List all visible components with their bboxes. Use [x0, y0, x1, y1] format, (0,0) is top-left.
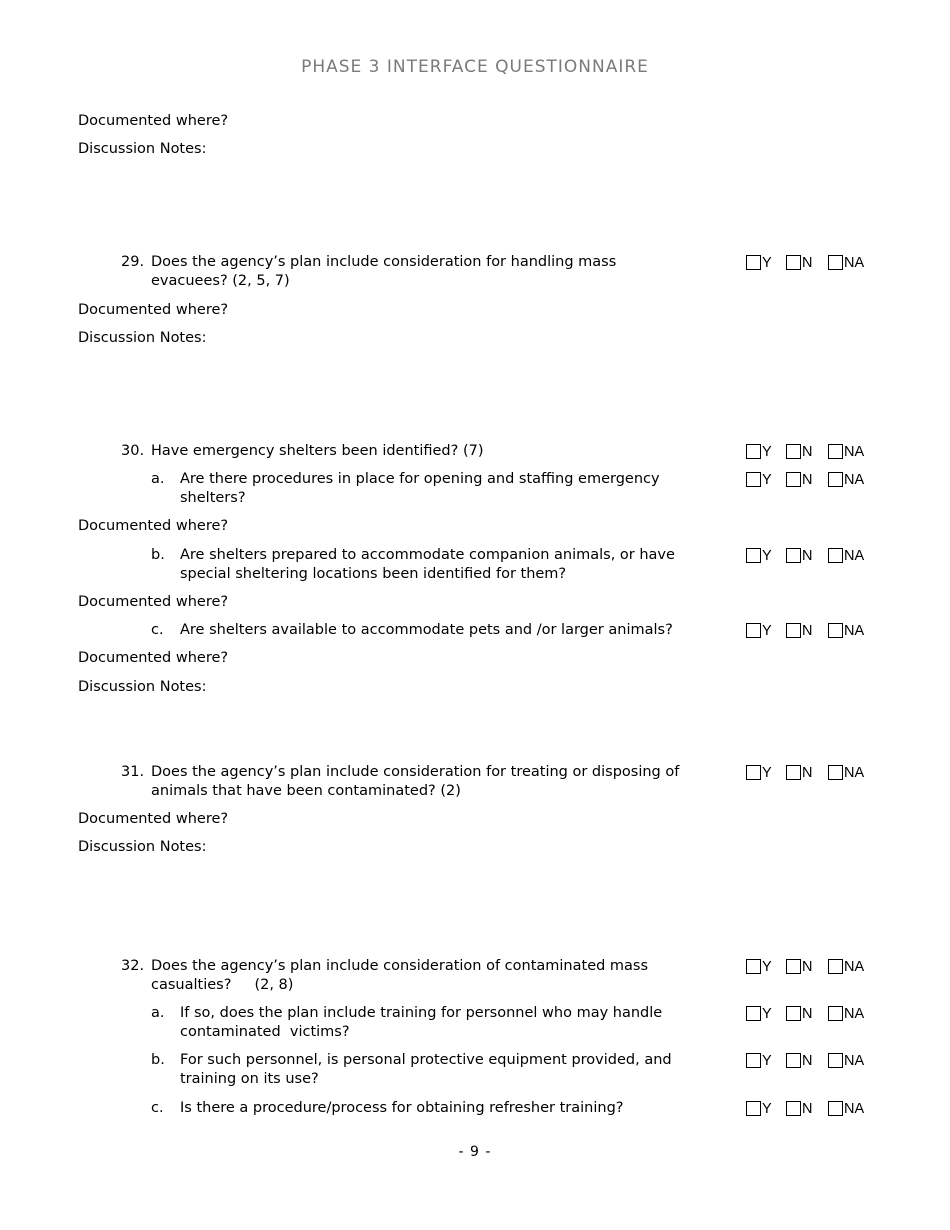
answer-na[interactable]: NA: [828, 546, 864, 565]
answer-no[interactable]: N: [786, 763, 812, 782]
answer-no[interactable]: N: [786, 1004, 812, 1023]
question-32b-text-line2: training on its use?: [180, 1071, 319, 1087]
answer-na[interactable]: NA: [828, 621, 864, 640]
question-32b-answer-group: [746, 1051, 876, 1070]
question-30a-answer-group: [746, 470, 876, 489]
question-30a-text-line1: Are there procedures in place for opening and staffing emergency: [180, 471, 660, 487]
discussion-notes-label: Discussion Notes:: [78, 141, 207, 157]
checkbox-icon[interactable]: [746, 765, 761, 780]
checkbox-icon[interactable]: [746, 444, 761, 459]
question-32a-letter: a.: [151, 1005, 165, 1021]
documented-where-label: Documented where?: [78, 594, 229, 610]
checkbox-icon[interactable]: [828, 1053, 843, 1068]
discussion-notes-label: Discussion Notes:: [78, 839, 207, 855]
answer-no[interactable]: N: [786, 253, 812, 272]
answer-na[interactable]: NA: [828, 1004, 864, 1023]
question-32c-text: Is there a procedure/process for obtaining refresher training?: [180, 1100, 624, 1116]
answer-na[interactable]: NA: [828, 1051, 864, 1070]
answer-no[interactable]: N: [786, 546, 812, 565]
checkbox-icon[interactable]: [786, 959, 801, 974]
checkbox-icon[interactable]: [786, 1101, 801, 1116]
answer-na[interactable]: NA: [828, 442, 864, 461]
answer-na[interactable]: NA: [828, 763, 864, 782]
answer-yes[interactable]: Y: [746, 546, 772, 565]
checkbox-icon[interactable]: [828, 623, 843, 638]
question-29-text-line1: Does the agency’s plan include consideration for handling mass: [151, 254, 617, 270]
answer-no[interactable]: N: [786, 442, 812, 461]
answer-no[interactable]: N: [786, 621, 812, 640]
checkbox-icon[interactable]: [746, 1101, 761, 1116]
checkbox-icon[interactable]: [786, 623, 801, 638]
checkbox-icon[interactable]: [828, 472, 843, 487]
answer-na[interactable]: NA: [828, 957, 864, 976]
page-number: - 9 -: [458, 1144, 492, 1160]
answer-no[interactable]: N: [786, 957, 812, 976]
checkbox-icon[interactable]: [828, 765, 843, 780]
answer-na[interactable]: NA: [828, 1099, 864, 1118]
question-32-number: 32.: [121, 958, 145, 974]
question-32a-answer-group: [746, 1004, 876, 1023]
checkbox-icon[interactable]: [746, 1053, 761, 1068]
page-header-title: PHASE 3 INTERFACE QUESTIONNAIRE: [301, 57, 649, 77]
documented-where-label: Documented where?: [78, 811, 229, 827]
question-31-number: 31.: [121, 764, 145, 780]
checkbox-icon[interactable]: [786, 444, 801, 459]
question-31-answer-group: [746, 763, 876, 782]
question-30a-letter: a.: [151, 471, 165, 487]
question-32a-text-line1: If so, does the plan include training for personnel who may handle: [180, 1005, 663, 1021]
question-30-answer-group: [746, 442, 876, 461]
discussion-notes-label: Discussion Notes:: [78, 330, 207, 346]
checkbox-icon[interactable]: [746, 1006, 761, 1021]
answer-no[interactable]: N: [786, 1099, 812, 1118]
question-29-number: 29.: [121, 254, 145, 270]
question-30c-text: Are shelters available to accommodate pets and /or larger animals?: [180, 622, 673, 638]
question-32a-text-line2: contaminated victims?: [180, 1024, 350, 1040]
answer-yes[interactable]: Y: [746, 470, 772, 489]
question-30c-answer-group: [746, 621, 876, 640]
checkbox-icon[interactable]: [746, 255, 761, 270]
answer-yes[interactable]: Y: [746, 1004, 772, 1023]
documented-where-label: Documented where?: [78, 113, 229, 129]
checkbox-icon[interactable]: [746, 623, 761, 638]
question-30c-letter: c.: [151, 622, 164, 638]
checkbox-icon[interactable]: [786, 472, 801, 487]
checkbox-icon[interactable]: [828, 548, 843, 563]
question-30-text: Have emergency shelters been identified? (7): [151, 443, 484, 459]
question-29-answer-group: [746, 253, 876, 272]
answer-yes[interactable]: Y: [746, 621, 772, 640]
question-30b-answer-group: [746, 546, 876, 565]
question-30a-text-line2: shelters?: [180, 490, 246, 506]
checkbox-icon[interactable]: [746, 472, 761, 487]
question-30b-letter: b.: [151, 547, 165, 563]
checkbox-icon[interactable]: [828, 1101, 843, 1116]
answer-yes[interactable]: Y: [746, 1051, 772, 1070]
question-32c-letter: c.: [151, 1100, 164, 1116]
answer-yes[interactable]: Y: [746, 1099, 772, 1118]
documented-where-label: Documented where?: [78, 302, 229, 318]
answer-na[interactable]: NA: [828, 470, 864, 489]
checkbox-icon[interactable]: [828, 444, 843, 459]
checkbox-icon[interactable]: [746, 959, 761, 974]
checkbox-icon[interactable]: [746, 548, 761, 563]
documented-where-label: Documented where?: [78, 518, 229, 534]
question-30b-text-line2: special sheltering locations been identified for them?: [180, 566, 567, 582]
question-32-answer-group: [746, 957, 876, 976]
answer-yes[interactable]: Y: [746, 253, 772, 272]
question-30b-text-line1: Are shelters prepared to accommodate companion animals, or have: [180, 547, 675, 563]
answer-no[interactable]: N: [786, 1051, 812, 1070]
checkbox-icon[interactable]: [828, 1006, 843, 1021]
answer-na[interactable]: NA: [828, 253, 864, 272]
question-32c-answer-group: [746, 1099, 876, 1118]
question-32b-letter: b.: [151, 1052, 165, 1068]
answer-no[interactable]: N: [786, 470, 812, 489]
checkbox-icon[interactable]: [828, 959, 843, 974]
documented-where-label: Documented where?: [78, 650, 229, 666]
checkbox-icon[interactable]: [786, 765, 801, 780]
question-32-text-line2: casualties? (2, 8): [151, 977, 294, 993]
checkbox-icon[interactable]: [786, 1053, 801, 1068]
question-30-number: 30.: [121, 443, 145, 459]
checkbox-icon[interactable]: [786, 1006, 801, 1021]
checkbox-icon[interactable]: [828, 255, 843, 270]
answer-yes[interactable]: Y: [746, 763, 772, 782]
answer-yes[interactable]: Y: [746, 442, 772, 461]
question-32b-text-line1: For such personnel, is personal protective equipment provided, and: [180, 1052, 672, 1068]
question-29-text-line2: evacuees? (2, 5, 7): [151, 273, 290, 289]
checkbox-icon[interactable]: [786, 548, 801, 563]
answer-yes[interactable]: Y: [746, 957, 772, 976]
question-32-text-line1: Does the agency’s plan include consideration of contaminated mass: [151, 958, 649, 974]
checkbox-icon[interactable]: [786, 255, 801, 270]
question-31-text-line1: Does the agency’s plan include consideration for treating or disposing of: [151, 764, 680, 780]
discussion-notes-label: Discussion Notes:: [78, 679, 207, 695]
question-31-text-line2: animals that have been contaminated? (2): [151, 783, 461, 799]
